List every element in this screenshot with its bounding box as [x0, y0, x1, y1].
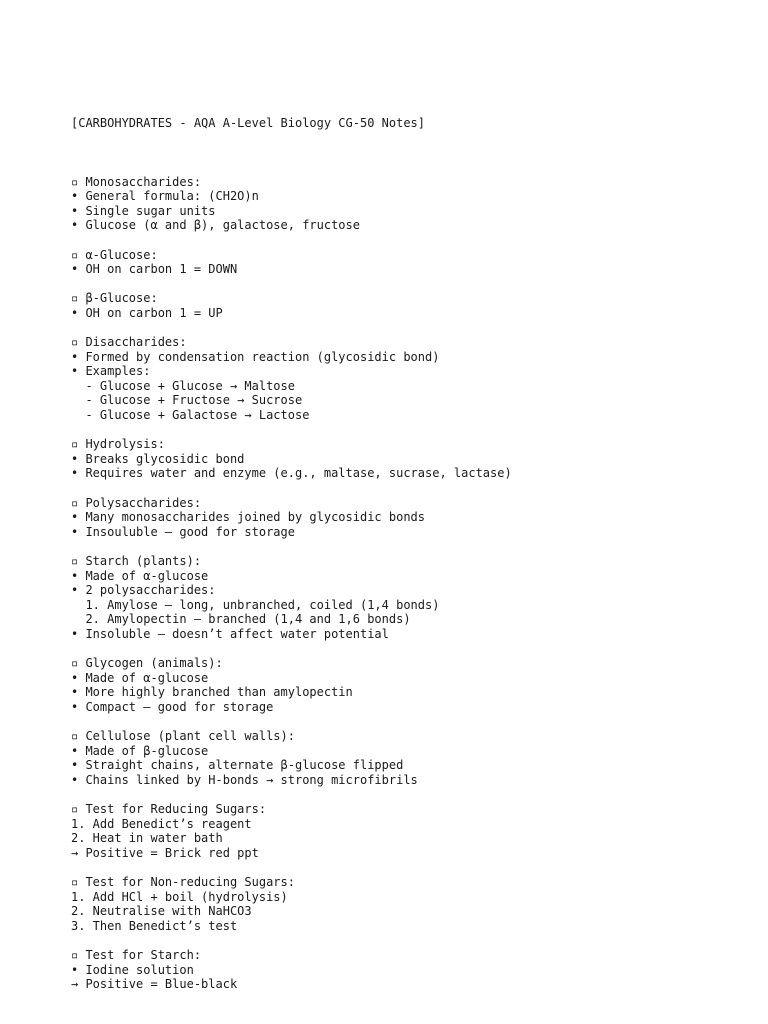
section-heading: ▫ Cellulose (plant cell walls): — [71, 729, 295, 744]
notes-document — [71, 87, 751, 1006]
note-line: • Requires water and enzyme (e.g., maltase, sucrase, lactase) — [71, 466, 512, 481]
note-line: • Chains linked by H-bonds → strong microfibrils — [71, 772, 418, 787]
note-line: • Breaks glycosidic bond — [71, 451, 245, 466]
note-line: • 2 polysaccharides: — [71, 583, 216, 598]
section-heading: ▫ Disaccharides: — [71, 335, 187, 350]
section-heading: ▫ Glycogen (animals): — [71, 656, 223, 671]
note-line: • General formula: (CH2O)n — [71, 189, 259, 204]
notes-section — [71, 335, 751, 423]
notes-section — [71, 948, 751, 992]
notes-section — [71, 175, 751, 233]
notes-section — [71, 729, 751, 787]
note-line: • Compact – good for storage — [71, 699, 274, 714]
note-line: → Positive = Blue-black — [71, 977, 238, 992]
note-line: - Glucose + Galactose → Lactose — [71, 408, 310, 423]
notes-section — [71, 437, 751, 481]
section-heading: ▫ Test for Starch: — [71, 948, 202, 963]
note-line: • Examples: — [71, 364, 151, 379]
note-line: 2. Amylopectin – branched (1,4 and 1,6 bonds) — [71, 612, 411, 627]
note-line: • More highly branched than amylopectin — [71, 685, 353, 700]
section-heading: ▫ Test for Reducing Sugars: — [71, 802, 267, 817]
notes-section — [71, 656, 751, 714]
note-line: • Made of α-glucose — [71, 670, 209, 685]
section-heading: ▫ β-Glucose: — [71, 291, 158, 306]
note-line: - Glucose + Fructose → Sucrose — [71, 393, 303, 408]
notes-section — [71, 802, 751, 860]
note-line: • OH on carbon 1 = UP — [71, 305, 223, 320]
section-heading: ▫ Polysaccharides: — [71, 495, 202, 510]
note-line: 2. Neutralise with NaHCO3 — [71, 904, 252, 919]
note-line: • Made of β-glucose — [71, 743, 209, 758]
notes-sections — [71, 175, 751, 992]
note-line: - Glucose + Glucose → Maltose — [71, 378, 295, 393]
note-line: • OH on carbon 1 = DOWN — [71, 262, 238, 277]
note-line: 3. Then Benedict’s test — [71, 918, 238, 933]
note-line: • Insoluble – doesn’t affect water potential — [71, 626, 389, 641]
section-heading: ▫ Test for Non-reducing Sugars: — [71, 875, 295, 890]
note-line: 1. Add Benedict’s reagent — [71, 816, 252, 831]
note-line: • Iodine solution — [71, 962, 194, 977]
section-heading: ▫ Hydrolysis: — [71, 437, 165, 452]
section-heading: ▫ Starch (plants): — [71, 554, 202, 568]
note-line: • Glucose (α and β), galactose, fructose — [71, 218, 360, 233]
notes-section — [71, 496, 751, 540]
note-line: 1. Add HCl + boil (hydrolysis) — [71, 889, 288, 904]
note-line: 1. Amylose – long, unbranched, coiled (1,4 bonds) — [71, 597, 440, 612]
note-line: • Single sugar units — [71, 203, 216, 218]
note-line: 2. Heat in water bath — [71, 831, 223, 846]
notes-section — [71, 291, 751, 320]
note-line: • Made of α-glucose — [71, 568, 209, 583]
note-line: • Insouluble – good for storage — [71, 524, 295, 539]
note-line: • Straight chains, alternate β-glucose flipped — [71, 758, 404, 773]
note-line: • Formed by condensation reaction (glycosidic bond) — [71, 349, 440, 364]
notes-section — [71, 554, 751, 642]
section-heading: ▫ Monosaccharides: — [71, 174, 202, 189]
notes-section — [71, 875, 751, 933]
document-title: [CARBOHYDRATES - AQA A-Level Biology CG-50 Notes] — [71, 116, 426, 131]
notes-section — [71, 248, 751, 277]
section-heading: ▫ α-Glucose: — [71, 247, 158, 262]
note-line: → Positive = Brick red ppt — [71, 845, 259, 860]
note-line: • Many monosaccharides joined by glycosidic bonds — [71, 510, 426, 525]
